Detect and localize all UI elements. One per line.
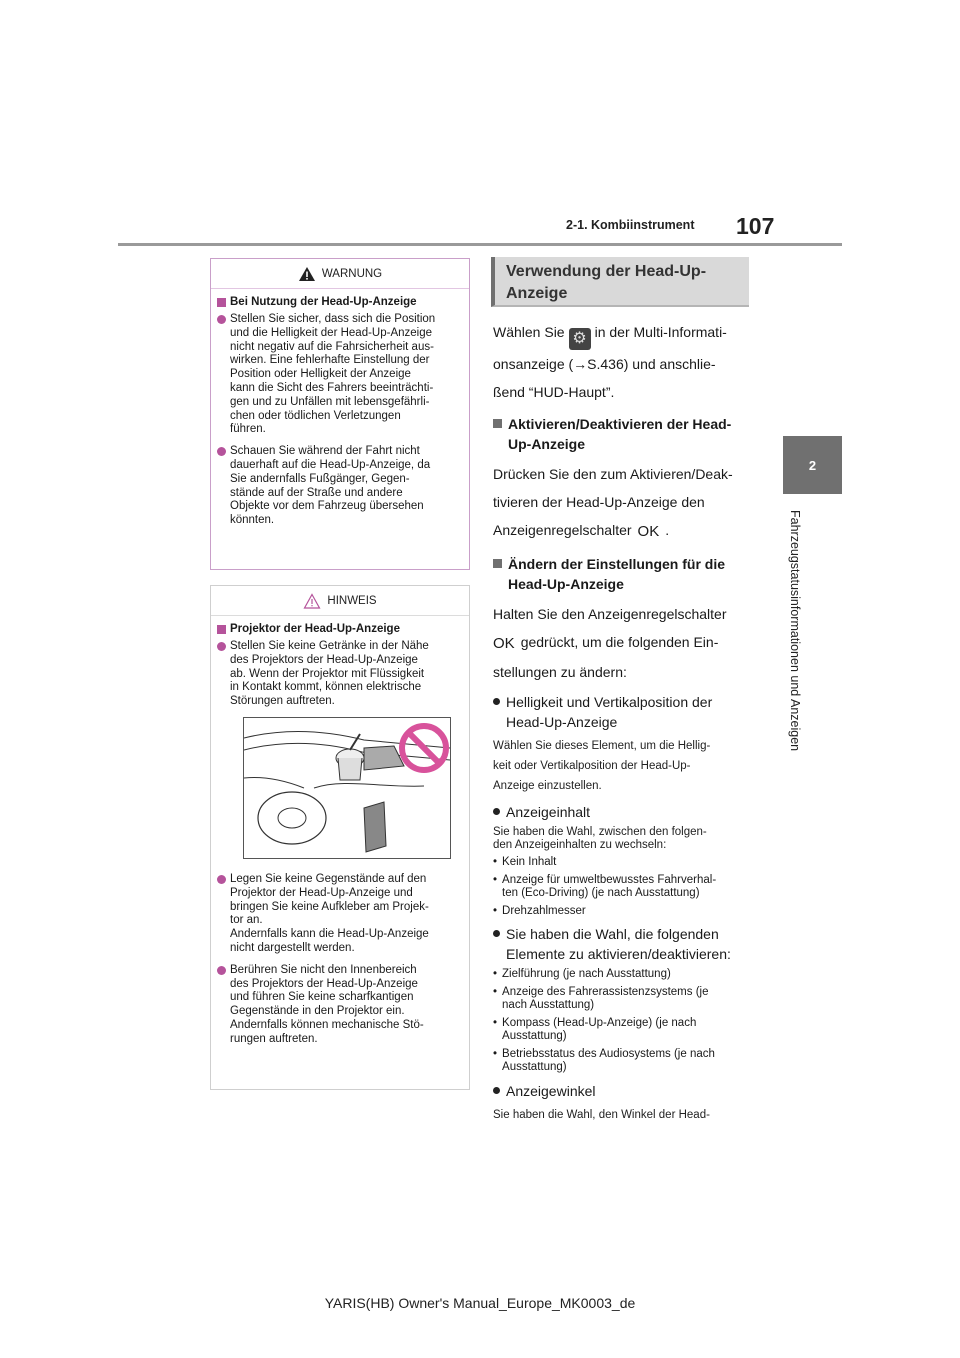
setting-item: Anzeigewinkel <box>493 1081 751 1101</box>
list-item: • Anzeige des Fahrerassistenzsystems (je nach Ausstattung) <box>493 985 709 1011</box>
chapter-tab: 2 <box>783 436 842 494</box>
gear-icon: ⚙ <box>569 328 591 350</box>
warning-bullet: Schauen Sie während der Fahrt nicht dauerhaft auf die Head-Up-Anzeige, da Sie andernfalls Fußgänger, Gegen- stände auf der Straße und andere Objekte vor dem Fahrzeug übersehen könnten. <box>217 445 461 528</box>
warning-triangle-icon <box>298 266 316 282</box>
section-title: 2-1. Kombiinstrument <box>566 218 695 232</box>
warning-box <box>210 258 470 570</box>
warning-header <box>211 259 469 289</box>
chapter-title-text: Fahrzeugstatusinformationen und Anzeigen <box>788 510 802 752</box>
right-column <box>493 318 751 1125</box>
page-number: 107 <box>736 213 775 239</box>
caution-triangle-icon <box>303 593 321 609</box>
settings-paragraph: Halten Sie den Anzeigenregelschalter OK gedrückt, um die folgenden Ein- stellungen zu ändern: <box>493 606 727 680</box>
setting-item-desc: Wählen Sie dieses Element, um die Hellig- keit oder Vertikalposition der Head-Up- Anzeige einzustellen. <box>493 740 711 792</box>
setting-item: Anzeigeinhalt <box>493 802 751 822</box>
setting-item-desc: Sie haben die Wahl, zwischen den folgen- den Anzeigeinhalten zu wechseln: <box>493 826 707 851</box>
section-heading: Verwendung der Head-Up-Anzeige <box>491 257 749 307</box>
list-item: • Drehzahlmesser <box>493 904 586 917</box>
note-bullet: Stellen Sie keine Getränke in der Nähe des Projektors der Head-Up-Anzeige ab. Wenn der Projektor mit Flüssigkeit in Kontakt kommt, können elektrische Störungen auftreten. <box>217 640 461 709</box>
note-bullet: Berühren Sie nicht den Innenbereich des Projektors der Head-Up-Anzeige und führen Sie keine scharfkantigen Gegenstände in den Projektor ein. Andernfalls können mechanische Stö- rungen auftreten. <box>217 964 461 1047</box>
warning-heading: Bei Nutzung der Head-Up-Anzeige <box>217 296 461 308</box>
note-title: HINWEIS <box>327 594 377 607</box>
warning-bullet: Stellen Sie sicher, dass sich die Position und die Helligkeit der Head-Up-Anzeige nicht negativ auf die Fahrsicherheit aus- wirken. Eine fehlerhafte Einstellung der Position oder Helligkeit der Anzeige kann die Sicht des Fahrers beeinträchti- gen und zu Unfällen mit lebensgefährli- chen oder tödlichen Verletzungen führen. <box>217 313 461 437</box>
warning-title: WARNUNG <box>321 267 383 280</box>
note-header <box>211 586 469 616</box>
list-item: • Betriebsstatus des Audiosystems (je nach Ausstattung) <box>493 1047 715 1073</box>
list-item: • Kompass (Head-Up-Anzeige) (je nach Ausstattung) <box>493 1016 697 1042</box>
subheading-activate: Aktivieren/Deaktivieren der Head-Up-Anzeige <box>493 414 751 454</box>
ok-switch-icon: OK <box>637 523 660 540</box>
subheading-settings: Ändern der Einstellungen für die Head-Up-Anzeige <box>493 554 751 594</box>
note-heading: Projektor der Head-Up-Anzeige <box>217 623 461 635</box>
activate-paragraph: Drücken Sie den zum Aktivieren/Deak- tivieren der Head-Up-Anzeige den Anzeigenregelschalter OK . <box>493 460 751 546</box>
intro-paragraph: Wählen Sie ⚙ in der Multi-Informati- onsanzeige (→S.436) und anschlie- ßend “HUD-Haupt”. <box>493 324 727 400</box>
footer-text: YARIS(HB) Owner's Manual_Europe_MK0003_de <box>324 1295 636 1311</box>
setting-item-desc: Sie haben die Wahl, den Winkel der Head- <box>493 1108 710 1121</box>
list-item: • Zielführung (je nach Ausstattung) <box>493 968 671 980</box>
list-item: • Anzeige für umweltbewusstes Fahrverhal- ten (Eco-Driving) (je nach Ausstattung) <box>493 873 717 899</box>
ok-switch-icon: OK <box>493 635 515 652</box>
setting-item: Sie haben die Wahl, die folgenden Elemente zu aktivieren/deaktivieren: <box>493 924 751 964</box>
header-divider <box>118 243 842 246</box>
prohibited-icon <box>402 726 446 770</box>
note-box <box>210 585 470 1090</box>
list-item: • Kein Inhalt <box>493 856 557 868</box>
note-bullet: Legen Sie keine Gegenstände auf den Projektor der Head-Up-Anzeige und bringen Sie keine Aufkleber am Projek- tor an. Andernfalls kann die Head-Up-Anzeige nicht dargestellt werden. <box>217 873 461 956</box>
projector-illustration <box>243 717 451 859</box>
chapter-title <box>784 510 808 760</box>
setting-item: Helligkeit und Vertikalposition der Head-Up-Anzeige <box>493 692 751 732</box>
